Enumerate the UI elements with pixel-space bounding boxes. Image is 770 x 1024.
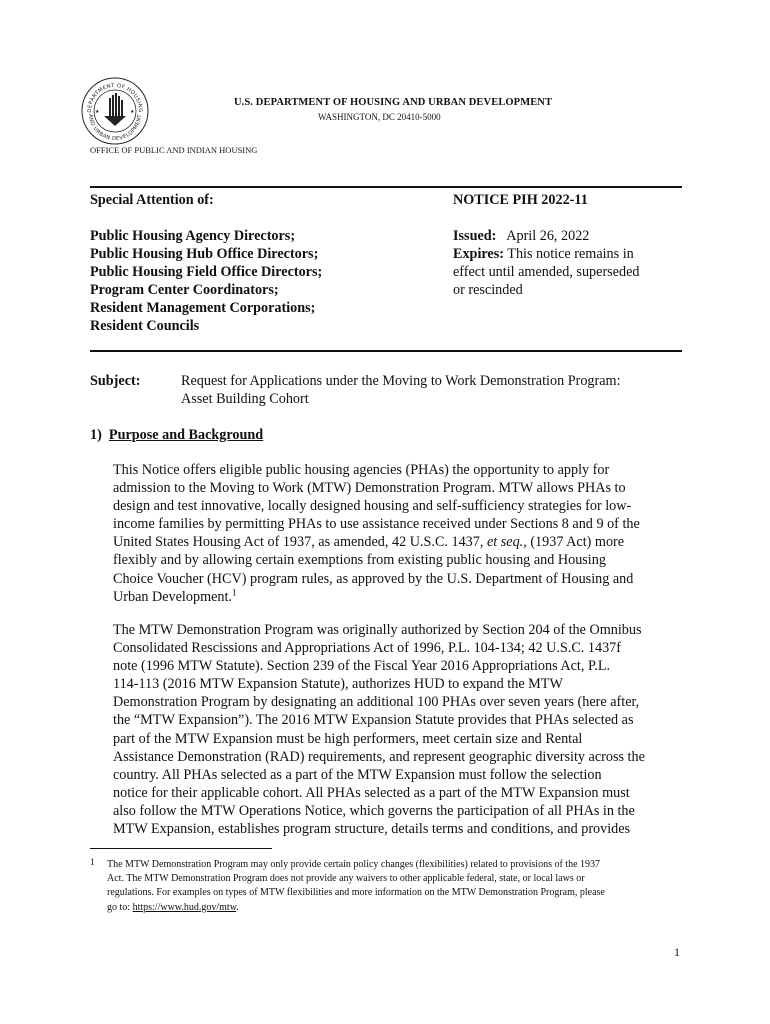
seal-top-text: DEPARTMENT OF HOUSING — [86, 82, 144, 113]
footnote-line — [107, 901, 687, 915]
recipient: Program Center Coordinators; — [90, 282, 279, 298]
paragraph-text: Urban Development. — [113, 588, 232, 605]
paragraph-text: United States Housing Act of 1937, as amended, 42 U.S.C. 1437, — [113, 534, 487, 551]
office-name: OFFICE OF PUBLIC AND INDIAN HOUSING — [90, 145, 258, 155]
footnote-rule — [90, 848, 272, 849]
issued-label: Issued: — [453, 228, 497, 244]
paragraph-line: income families by permitting PHAs to use assistance received under Sections 8 and 9 of the — [113, 516, 640, 533]
issued-value: April 26, 2022 — [506, 228, 590, 244]
paragraph-line: 114-113 (2016 MTW Expansion Statute), authorizes HUD to expand the MTW — [113, 676, 563, 693]
footnote-text: go to: — [107, 901, 133, 913]
subject-label: Subject: — [90, 373, 141, 389]
paragraph-line: notice for their applicable cohort. All PHAs selected as a part of the MTW Expansion must — [113, 784, 630, 801]
footnote-text — [107, 858, 687, 915]
footnote-line: Act. The MTW Demonstration Program does not provide any waivers to other applicable federal, state, or local laws or — [107, 873, 585, 885]
department-name: U.S. DEPARTMENT OF HOUSING AND URBAN DEVELOPMENT — [234, 97, 553, 108]
footnote-line: The MTW Demonstration Program may only provide certain policy changes (flexibilities) related to provisions of the 1937 — [107, 859, 601, 870]
paragraph-line: The MTW Demonstration Program was originally authorized by Section 204 of the Omnibus — [113, 622, 642, 638]
hud-seal — [80, 76, 150, 146]
paragraph-line: Assistance Demonstration (RAD) requirements, and represent geographic diversity across the — [113, 748, 645, 765]
paragraph-line: admission to the Moving to Work (MTW) Demonstration Program. MTW allows PHAs to — [113, 480, 626, 497]
notice-dates — [453, 227, 639, 299]
footnote-reference: 1 — [231, 586, 237, 597]
paragraph-line: design and test innovative, locally designed housing and self-sufficiency strategies for low- — [113, 498, 632, 515]
top-rule — [90, 186, 682, 188]
mtw-link[interactable]: https://www.hud.gov/mtw — [132, 901, 237, 913]
background-paragraph — [113, 621, 683, 838]
section-number: 1) — [90, 427, 102, 443]
subject-line: Request for Applications under the Moving to Work Demonstration Program: — [181, 373, 621, 389]
department-address: WASHINGTON, DC 20410-5000 — [318, 112, 441, 122]
paragraph-line: Demonstration Program by designating an additional 100 PHAs over seven years (here after, — [113, 694, 640, 711]
subject-line: Asset Building Cohort — [181, 391, 309, 407]
recipient-list — [90, 227, 322, 335]
expires-line — [453, 245, 639, 263]
middle-rule — [90, 350, 682, 352]
paragraph-line: part of the MTW Expansion must be high performers, meet certain size and Rental — [113, 730, 583, 747]
seal-bottom-text: AND URBAN DEVELOPMENT — [86, 113, 144, 143]
section-title: Purpose and Background — [108, 427, 264, 443]
purpose-paragraph — [113, 461, 683, 606]
paragraph-line: note (1996 MTW Statute). Section 239 of the Fiscal Year 2016 Appropriations Act, P.L. — [113, 658, 611, 675]
paragraph-line: also follow the MTW Operations Notice, which governs the participation of all PHAs in the — [113, 802, 635, 819]
paragraph-line: Consolidated Rescissions and Appropriations Act of 1996, P.L. 104-134; 42 U.S.C. 1437f — [113, 640, 621, 657]
expires-text: or rescinded — [453, 282, 523, 298]
recipient: Public Housing Field Office Directors; — [90, 264, 323, 280]
expires-label: Expires: — [453, 246, 504, 262]
recipient: Resident Management Corporations; — [90, 300, 316, 316]
expires-text: effect until amended, superseded — [453, 264, 640, 280]
special-attention-label: Special Attention of: — [90, 192, 214, 208]
paragraph-line: country. All PHAs selected as a part of the MTW Expansion must follow the selection — [113, 766, 602, 783]
footnote-line: regulations. For examples on types of MTW flexibilities and more information on the MTW Demonstration Program, please — [107, 887, 605, 899]
paragraph-line: MTW Expansion, establishes program structure, details terms and conditions, and provides — [113, 821, 631, 838]
svg-text:★: ★ — [130, 109, 135, 115]
paragraph-line — [113, 588, 683, 606]
footnote-number: 1 — [90, 858, 95, 868]
paragraph-line: Choice Voucher (HCV) program rules, as approved by the U.S. Department of Housing and — [113, 570, 634, 587]
footnote-text: . — [236, 901, 239, 913]
recipient: Public Housing Agency Directors; — [90, 228, 296, 244]
expires-text: This notice remains in — [503, 246, 634, 262]
svg-text:★: ★ — [95, 109, 100, 115]
subject-text — [181, 372, 621, 408]
et-seq-text: et seq., — [486, 534, 527, 551]
section-heading — [90, 426, 263, 444]
paragraph-line: the “MTW Expansion”). The 2016 MTW Expansion Statute provides that PHAs selected as — [113, 712, 634, 729]
notice-number: NOTICE PIH 2022-11 — [453, 192, 588, 208]
hud-seal-icon — [80, 76, 150, 146]
issued-line — [453, 227, 639, 245]
paragraph-line — [113, 533, 683, 551]
recipient: Public Housing Hub Office Directors; — [90, 246, 319, 262]
page-number: 1 — [674, 945, 680, 959]
paragraph-line: This Notice offers eligible public housing agencies (PHAs) the opportunity to apply for — [113, 462, 610, 478]
paragraph-text: (1937 Act) more — [526, 534, 625, 551]
recipient: Resident Councils — [90, 318, 200, 334]
paragraph-line: flexibly and by allowing certain exemptions from existing public housing and Housing — [113, 552, 606, 569]
